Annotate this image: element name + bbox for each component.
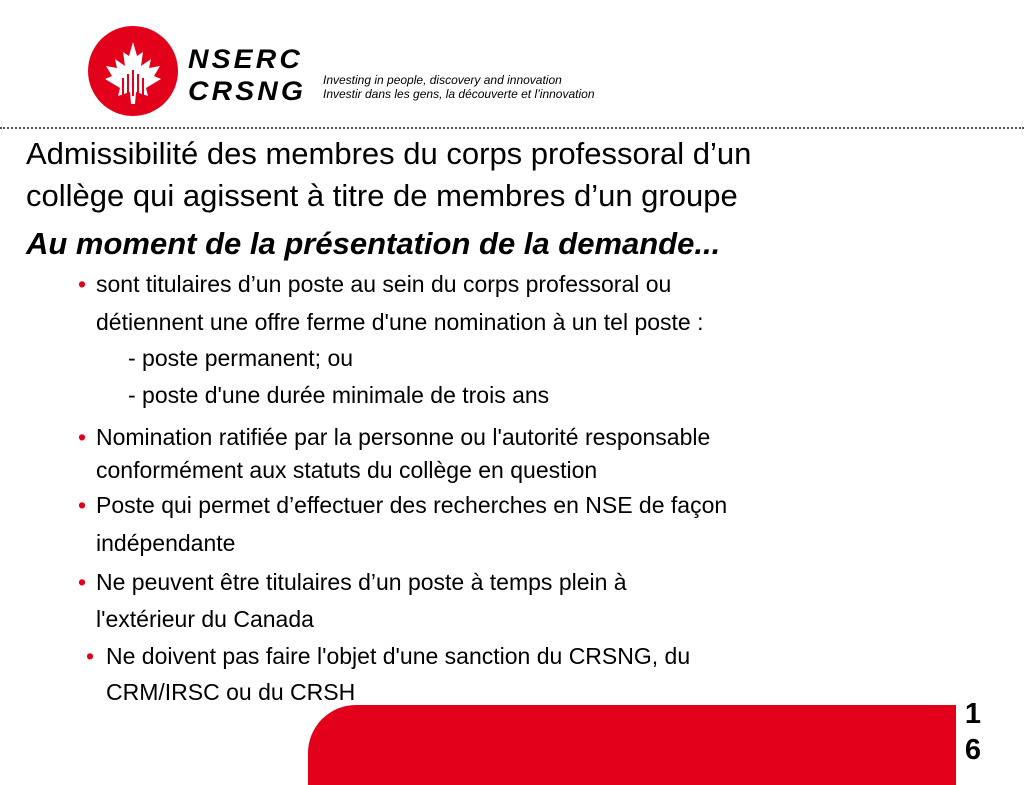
logo-wordmark-nserc: NSERC (188, 44, 303, 74)
bullet-1-subitem-1: - poste permanent; ou (128, 345, 354, 371)
slide-number-digit-1: 1 (964, 698, 982, 730)
slide-number-digit-2: 6 (964, 734, 982, 766)
slide-title-line-2: collège qui agissent à titre de membres d’un groupe (26, 178, 738, 213)
bullet-5-line-2: CRM/IRSC ou du CRSH (106, 679, 356, 705)
footer-red-bar (308, 705, 956, 785)
tagline-english: Investing in people, discovery and innovation (323, 73, 562, 87)
bullet-4-line-2: l'extérieur du Canada (96, 606, 314, 632)
bullet-1-line-1: sont titulaires d’un poste au sein du corps professoral ou (96, 271, 672, 297)
slide-title (26, 133, 986, 217)
slide-title-line-1: Admissibilité des membres du corps professoral d’un (26, 136, 752, 171)
bullet-5-line-1: Ne doivent pas faire l'objet d'une sanction du CRSNG, du (106, 643, 691, 669)
bullet-3-line-2: indépendante (96, 530, 236, 556)
maple-leaf-icon (88, 26, 178, 116)
header-divider (0, 127, 1024, 129)
tagline-french: Investir dans les gens, la découverte et l’innovation (323, 87, 595, 101)
bullet-marker: • (78, 271, 87, 297)
bullet-3-line-1: Poste qui permet d’effectuer des recherches en NSE de façon (96, 492, 728, 518)
bullet-marker: • (78, 492, 87, 518)
bullet-marker: • (86, 643, 95, 669)
bullet-1-line-2: détiennent une offre ferme d'une nomination à un tel poste : (96, 309, 704, 335)
bullet-1-subitem-2: - poste d'une durée minimale de trois ans (128, 382, 550, 408)
bullet-marker: • (78, 424, 87, 450)
bullet-4-line-1: Ne peuvent être titulaires d’un poste à temps plein à (96, 569, 627, 595)
bullet-2-line-1: Nomination ratifiée par la personne ou l'autorité responsable (96, 424, 711, 450)
slide-subtitle: Au moment de la présentation de la demande... (26, 226, 721, 261)
logo-wordmark-crsng: CRSNG (188, 76, 307, 106)
bullet-2-line-2: conformément aux statuts du collège en question (96, 457, 598, 483)
slide-number (963, 696, 983, 768)
bullet-marker: • (78, 569, 87, 595)
